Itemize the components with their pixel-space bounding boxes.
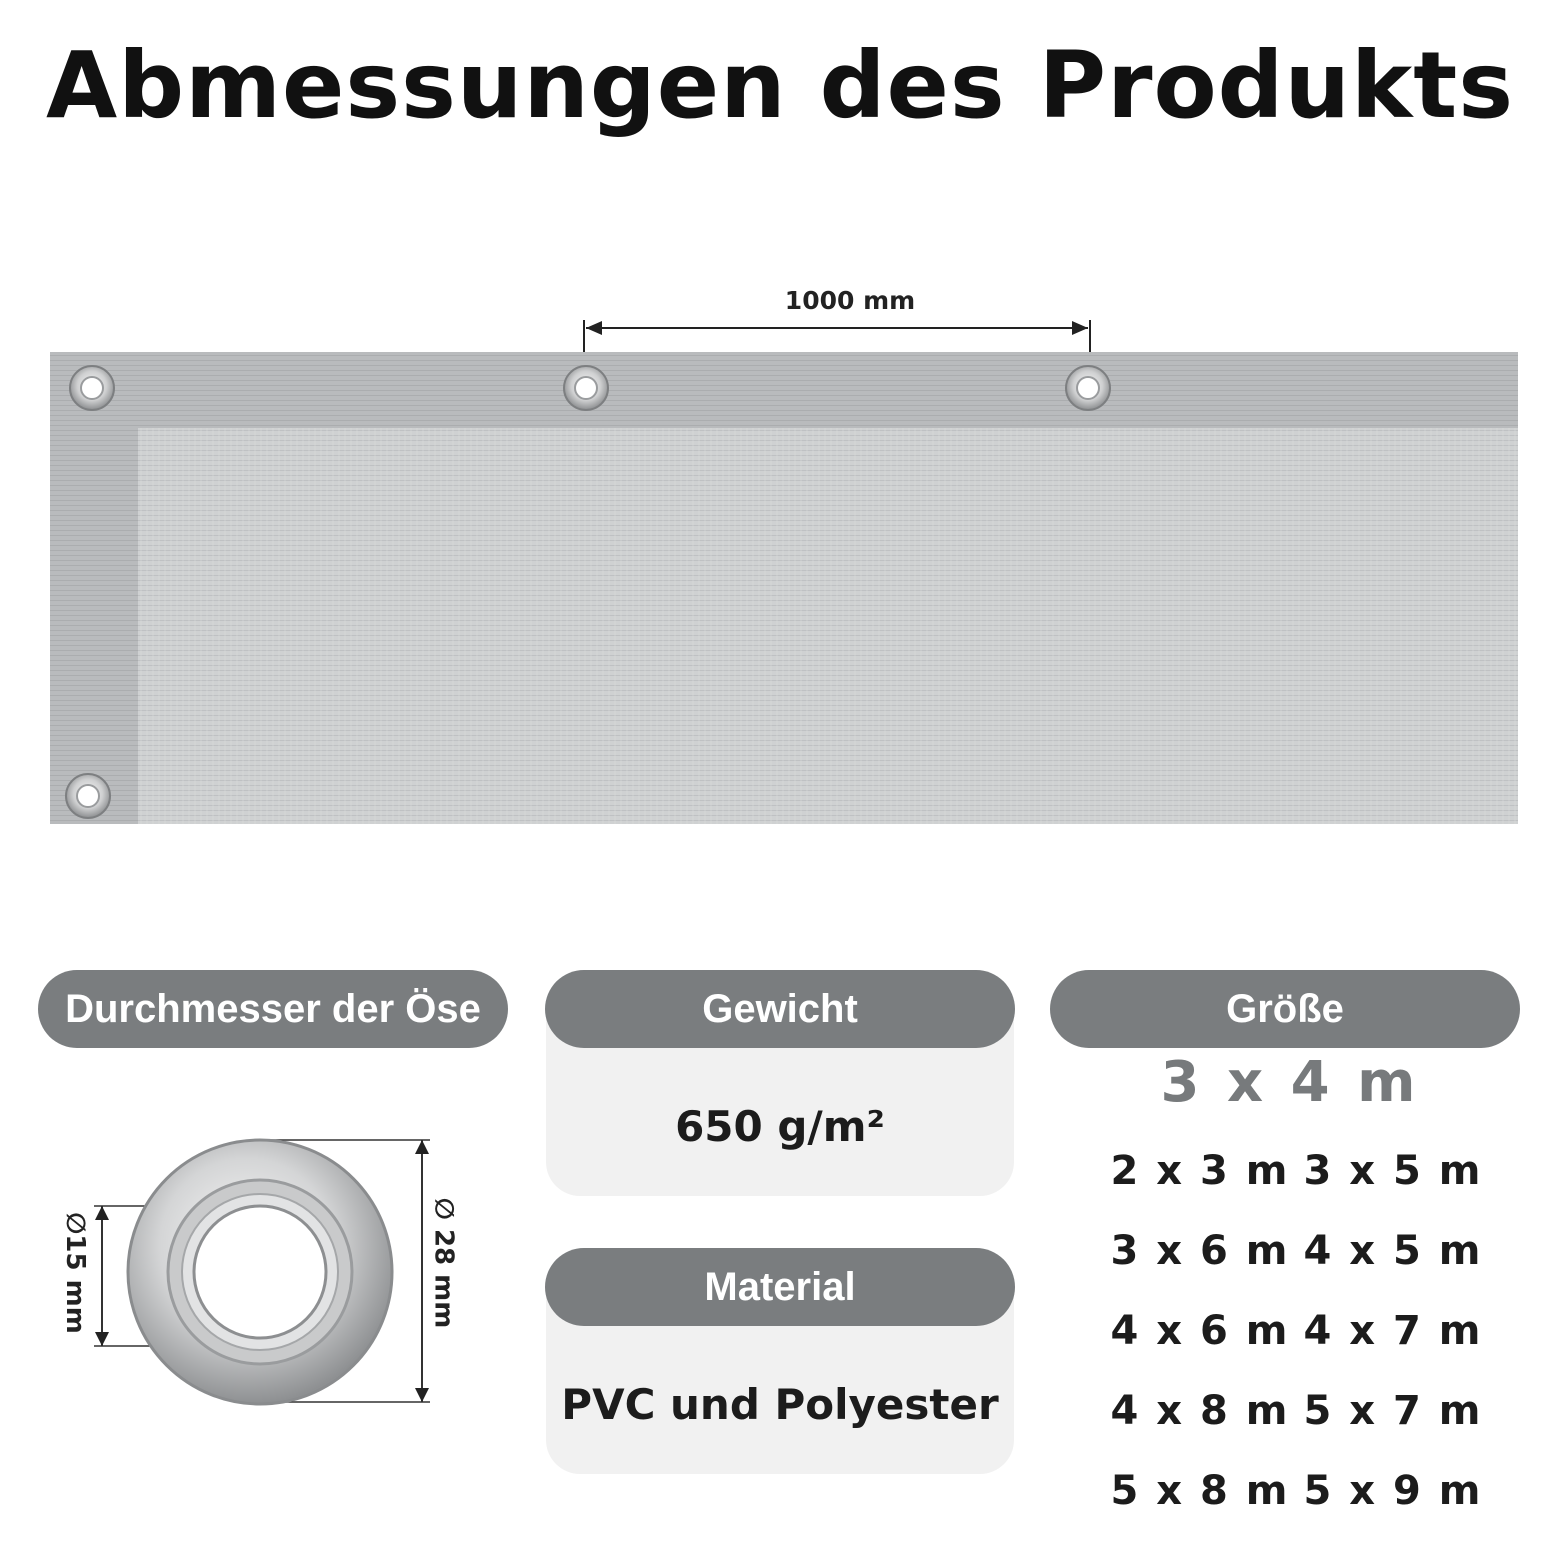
- inner-diameter-label: ∅15 mm: [59, 1212, 90, 1334]
- banner-top-hem: [50, 352, 1518, 428]
- grommet-icon: [564, 366, 608, 410]
- banner-illustration: [0, 300, 1560, 840]
- grommet-spacing-label: 1000 mm: [784, 286, 916, 315]
- eyelet-diagram: [40, 1120, 480, 1420]
- grommet-icon: [1066, 366, 1110, 410]
- eyelet-header: Durchmesser der Öse: [38, 970, 508, 1048]
- size-option: 3 x 5 m: [1303, 1148, 1483, 1194]
- size-option: 4 x 6 m: [1110, 1308, 1290, 1354]
- size-option: 3 x 6 m: [1110, 1228, 1290, 1274]
- grommet-icon: [66, 774, 110, 818]
- size-option: 4 x 8 m: [1110, 1388, 1290, 1434]
- outer-diameter-label: ∅ 28 mm: [428, 1197, 459, 1329]
- grommet-icon: [70, 366, 114, 410]
- material-value: PVC und Polyester: [561, 1380, 999, 1429]
- size-option: 4 x 7 m: [1303, 1308, 1483, 1354]
- page-title: Abmessungen des Produkts: [46, 32, 1514, 139]
- size-option: 5 x 9 m: [1303, 1468, 1483, 1514]
- size-header: Größe: [1050, 970, 1520, 1048]
- material-header: Material: [545, 1248, 1015, 1326]
- size-selected: 3 x 4 m: [1160, 1050, 1420, 1115]
- weight-header: Gewicht: [545, 970, 1015, 1048]
- size-option: 4 x 5 m: [1303, 1228, 1483, 1274]
- size-option: 5 x 8 m: [1110, 1468, 1290, 1514]
- size-option: 2 x 3 m: [1110, 1148, 1290, 1194]
- size-option: 5 x 7 m: [1303, 1388, 1483, 1434]
- weight-value: 650 g/m²: [675, 1102, 885, 1151]
- banner-side-hem: [50, 352, 138, 824]
